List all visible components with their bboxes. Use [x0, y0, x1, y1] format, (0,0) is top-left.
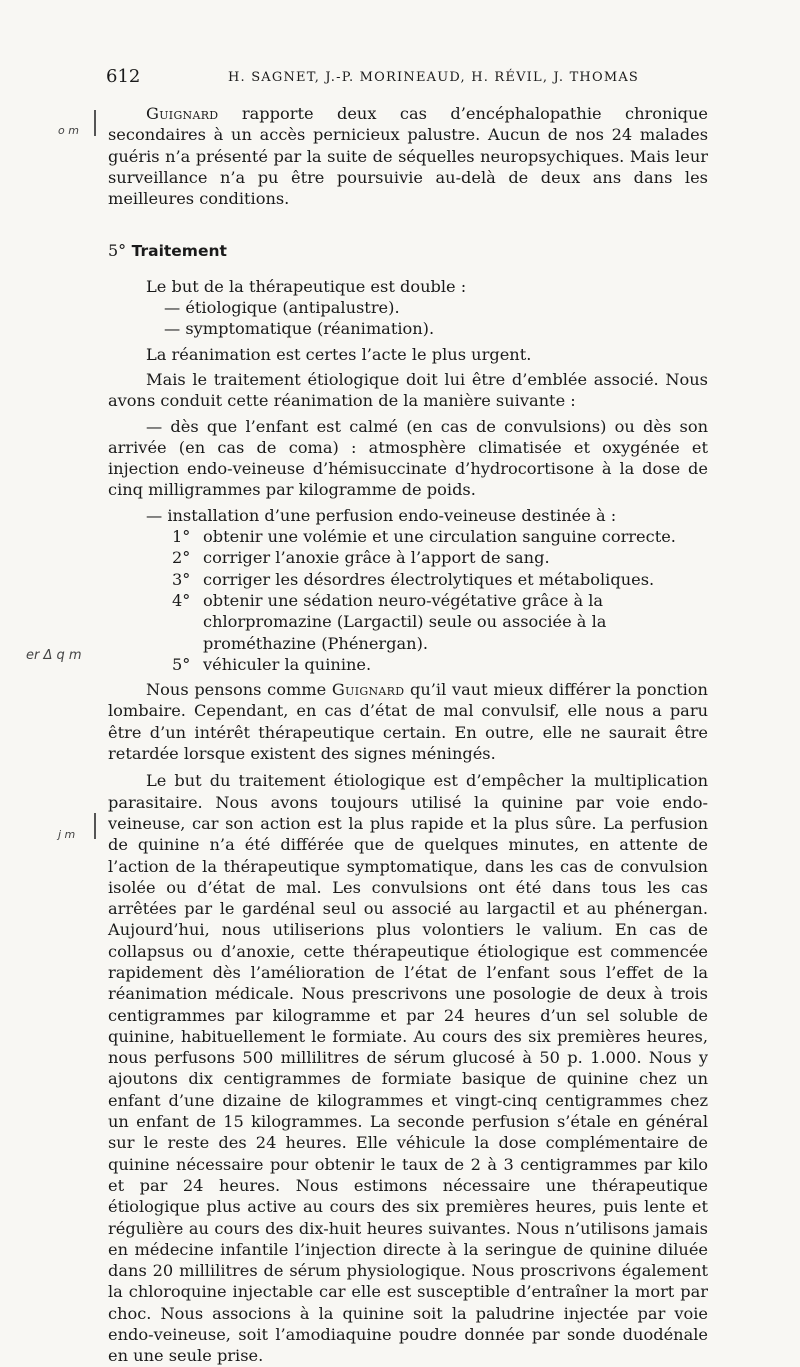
numbered-list — [108, 526, 708, 675]
author-name: Guignard — [331, 680, 405, 700]
section-number: 5° — [108, 241, 127, 261]
list-item — [108, 590, 708, 654]
section-heading — [108, 240, 708, 262]
author-name: Guignard — [146, 104, 219, 123]
paragraph-lumbar-start: Nous pensons comme — [146, 680, 332, 700]
list-item — [108, 547, 708, 568]
list-text: obtenir une sédation neuro-végétative grâce à la chlorpromazine (Largactil) seule ou associée à la prométhazine (Phénergan). — [203, 590, 607, 653]
margin-mark-1 — [94, 110, 96, 136]
list-text: corriger l’anoxie grâce à l’apport de sang. — [203, 548, 550, 568]
list-item — [108, 526, 708, 547]
paragraph-intro — [108, 103, 708, 209]
paragraph-first-step: — dès que l’enfant est calmé (en cas de convulsions) ou dès son arrivée (en cas de coma) : atmosphère climatisée et oxygénée et injection endo-veineuse d’hémisuccinate d’hydrocortisone à la dose de cinq milligrammes par kilogramme de poids. — [108, 416, 708, 500]
handwritten-note-3: j m — [58, 828, 76, 841]
paragraph-goal: Le but de la thérapeutique est double : — [146, 276, 467, 296]
dash-item-etiological: — étiologique (antipalustre). — [164, 298, 400, 318]
paragraph-infusion: — installation d’une perfusion endo-veineuse destinée à : — [146, 505, 617, 525]
list-text: obtenir une volémie et une circulation sanguine correcte. — [203, 527, 676, 547]
list-item — [108, 654, 708, 675]
list-mark: 5° — [172, 654, 191, 674]
paragraph-treatment: Mais le traitement étiologique doit lui être d’emblée associé. Nous avons conduit cette réanimation de la manière suivante : — [108, 369, 708, 411]
margin-mark-2 — [94, 813, 96, 839]
section-title: Traitement — [131, 242, 227, 261]
paragraph-etiological-treatment: Le but du traitement étiologique est d’empêcher la multiplication parasitaire. Nous avons toujours utilisé la quinine par voie endo-veineuse, car son action est la plus rapide et la plus sûre. La perfusion de quinine n’a été différée que de quelques minutes, en attente de l’action de la thérapeutique symptomatique, dans les cas de convulsion isolée ou d’état de mal. Les convulsions ont été dans tous les cas arrêtées par le gardénal seul ou associé au largactil et au phénergan. Aujourd’hui, nous utiliserions plus volontiers le valium. En cas de collapsus ou d’anoxie, cette thérapeutique étiologique est commencée rapidement dès l’amélioration de l’état de l’enfant sous l’effet de la réanimation médicale. Nous prescrivons une posologie de deux à trois centigrammes par kilogramme et par 24 heures d’un sel soluble de quinine, habituellement le formiate. Au cours des six premières heures, nous perfusons 500 millilitres de sérum glucosé à 50 p. 1.000. Nous y ajoutons dix centigrammes de formiate basique de quinine chez un enfant d’une dizaine de kilogrammes et vingt-cinq centigrammes chez un enfant de 15 kilogrammes. La seconde perfusion s’étale en général sur le reste des 24 heures. Elle véhicule la dose complémentaire de quinine nécessaire pour obtenir le taux de 2 à 3 centigrammes par kilo et par 24 heures. Nous estimons nécessaire une thérapeutique étiologique plus active au cours des six premières heures, puis lente et régulière au cours des dix-huit heures suivantes. Nous n’utilisons jamais en médecine infantile l’injection directe à la seringue de quinine diluée dans 20 millilitres de sérum physiologique. Nous proscrivons également la chloroquine injectable car elle est susceptible d’entraîner la mort par choc. Nous associons à la quinine soit la paludrine injectée par voie endo-veineuse, soit l’amodiaquine poudre donnée par sonde duodénale en une seule prise. — [108, 771, 708, 1366]
list-mark: 4° — [172, 590, 191, 610]
list-mark: 2° — [172, 548, 191, 568]
list-text: corriger les désordres électrolytiques et métaboliques. — [203, 569, 655, 589]
paragraph-reanimation: La réanimation est certes l’acte le plus urgent. — [146, 344, 532, 364]
page-header — [106, 66, 716, 90]
running-head: H. SAGNET, J.-P. MORINEAUD, H. RÉVIL, J. THOMAS — [228, 70, 640, 85]
paragraph-intro-text: rapporte deux cas d’encéphalopathie chronique secondaires à un accès pernicieux palustre. Aucun de nos 24 malades guéris n’a présenté par la suite de séquelles neuropsychiques. Mais leur surveillance n’a pu être poursuivie au-delà de deux ans dans les meilleures conditions. — [108, 104, 708, 209]
page-number: 612 — [106, 66, 141, 87]
list-text: véhiculer la quinine. — [203, 654, 372, 674]
handwritten-note-2: er Δ q m — [26, 648, 82, 663]
list-mark: 1° — [172, 527, 191, 547]
paragraph-lumbar-puncture — [108, 679, 708, 764]
list-item — [108, 569, 708, 590]
article-body — [108, 103, 708, 1367]
dash-item-symptomatic: — symptomatique (réanimation). — [164, 319, 435, 339]
handwritten-note-1: o m — [58, 124, 79, 137]
list-mark: 3° — [172, 569, 191, 589]
paragraph-lumbar-rest: qu’il vaut mieux différer la ponction lombaire. Cependant, en cas d’état de mal convulsif, elle nous a paru être d’un intérêt thérapeutique certain. En outre, elle ne saurait être retardée lorsque existent des signes méningés. — [108, 680, 708, 764]
